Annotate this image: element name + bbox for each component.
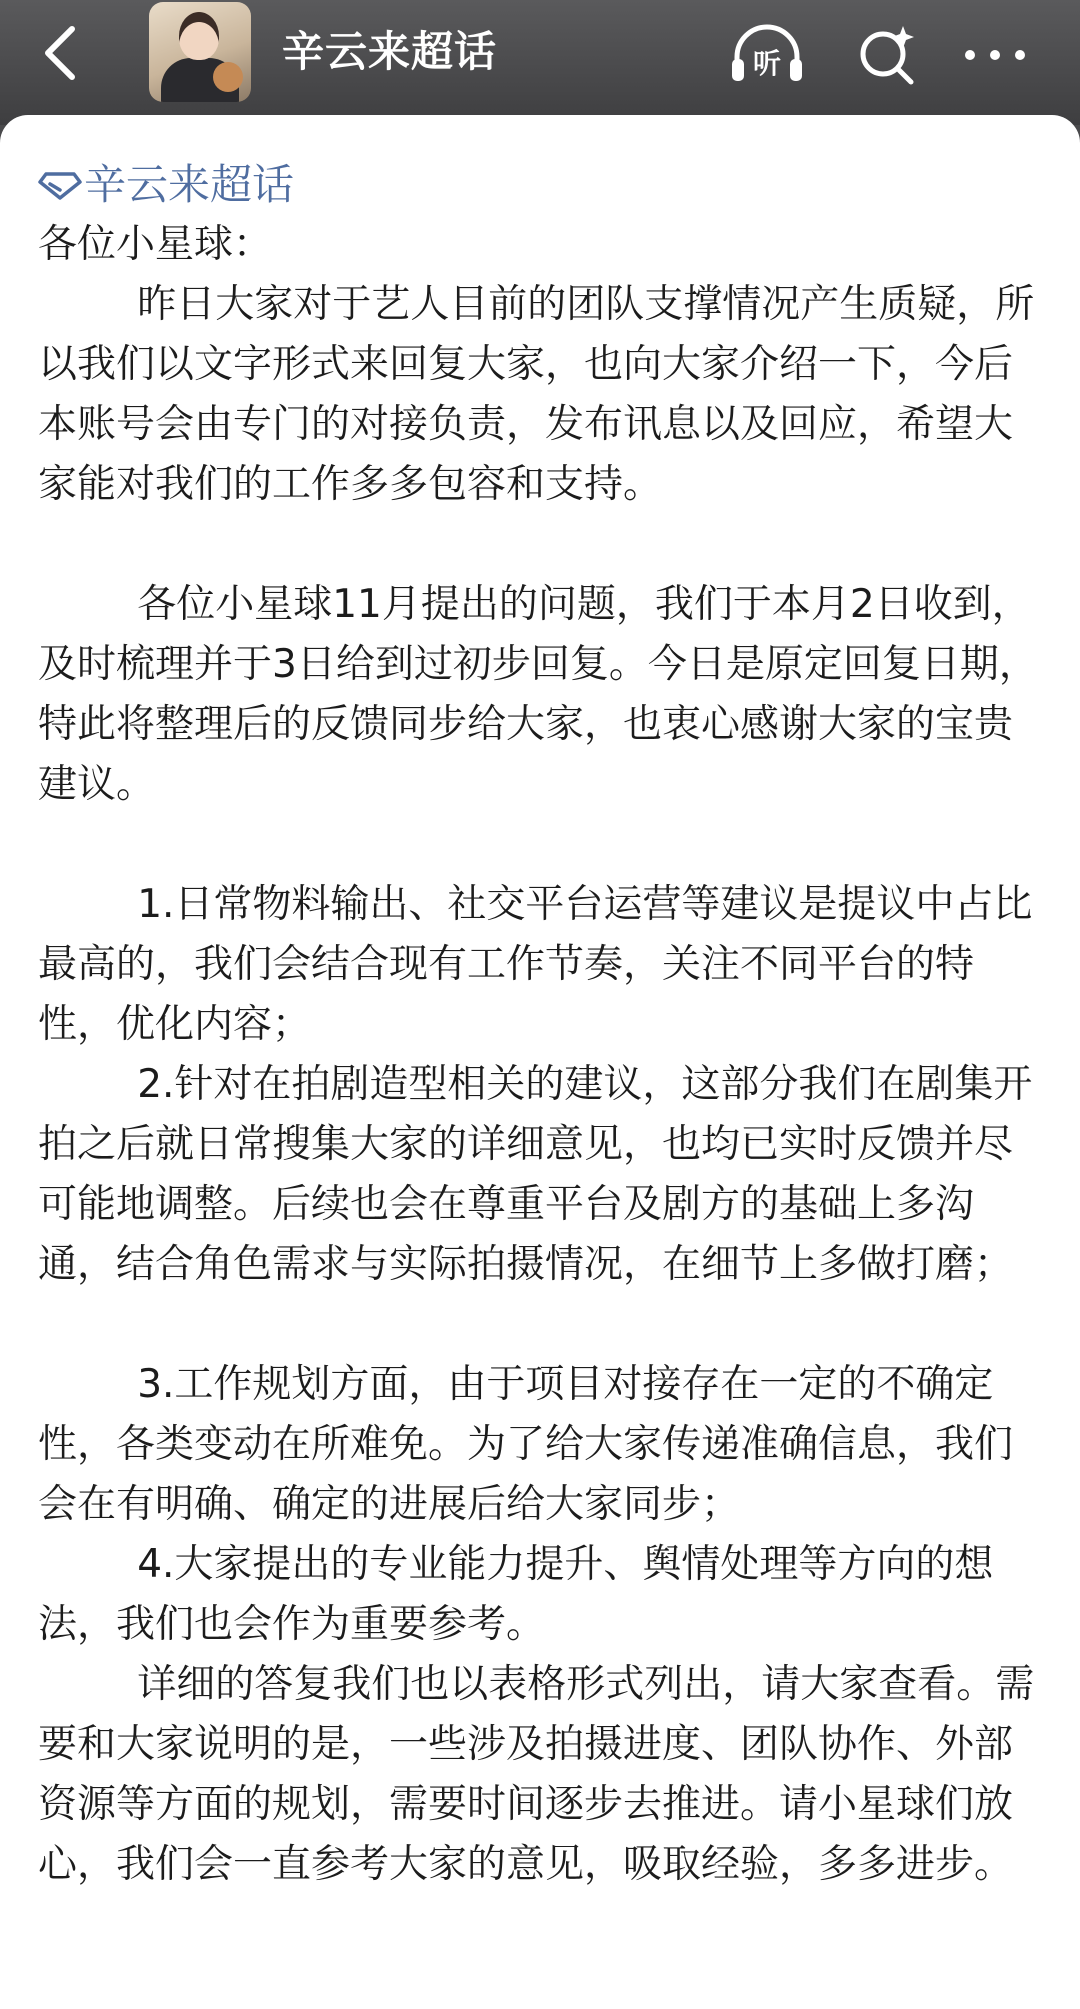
post-paragraph-intro: 昨日大家对于艺人目前的团队支撑情况产生质疑，所以我们以文字形式来回复大家，也向大家介绍一下，今后本账号会由专门的对接负责，发布讯息以及回应，希望大家能对我们的工作多多包容和支持。 — [38, 282, 1035, 507]
super-topic-label: 辛云来超话 — [84, 160, 295, 209]
more-button[interactable] — [955, 20, 1035, 90]
headphones-icon — [727, 23, 807, 87]
chevron-left-icon — [38, 23, 82, 83]
top-bar — [0, 0, 1080, 125]
more-dots-icon — [960, 45, 1030, 65]
post-greeting: 各位小星球： — [38, 222, 273, 267]
page-title: 辛云来超话 — [282, 27, 498, 76]
super-topic-diamond-icon — [38, 168, 82, 202]
post-paragraph-progress: 各位小星球11月提出的问题，我们于本月2日收到，及时梳理并于3日给到过初步回复。今日是原定回复日期，特此将整理后的反馈同步给大家，也衷心感谢大家的宝贵建议。 — [38, 582, 1038, 807]
listen-label: 听 — [752, 47, 782, 80]
search-sparkle-icon — [855, 22, 921, 88]
post-list-item-3: 3.工作规划方面，由于项目对接存在一定的不确定性，各类变动在所难免。为了给大家传递准确信息，我们会在有明确、确定的进展后给大家同步； — [38, 1362, 1014, 1527]
post-list-item-2: 2.针对在拍剧造型相关的建议，这部分我们在剧集开拍之后就日常搜集大家的详细意见，也均已实时反馈并尽可能地调整。后续也会在尊重平台及剧方的基础上多沟通，结合角色需求与实际拍摄情况，在细节上多做打磨； — [38, 1062, 1033, 1287]
listen-button[interactable] — [727, 20, 807, 90]
post-list-item-4: 4.大家提出的专业能力提升、舆情处理等方向的想法，我们也会作为重要参考。 — [38, 1542, 994, 1647]
avatar-figure-head — [179, 12, 219, 60]
post-paragraph-closing: 详细的答复我们也以表格形式列出，请大家查看。需要和大家说明的是，一些涉及拍摄进度、团队协作、外部资源等方面的规划，需要时间逐步去推进。请小星球们放心，我们会一直参考大家的意见，吸取经验，多多进步。 — [38, 1662, 1035, 1887]
avatar-plush-toy — [213, 62, 243, 92]
back-button[interactable] — [30, 18, 90, 88]
super-topic-link[interactable] — [38, 155, 294, 215]
search-button[interactable] — [848, 20, 928, 90]
avatar[interactable] — [149, 2, 251, 102]
post-list-item-1: 1.日常物料输出、社交平台运营等建议是提议中占比最高的，我们会结合现有工作节奏，关注不同平台的特性，优化内容； — [38, 882, 1033, 1047]
post-content-sheet — [0, 115, 1080, 2009]
